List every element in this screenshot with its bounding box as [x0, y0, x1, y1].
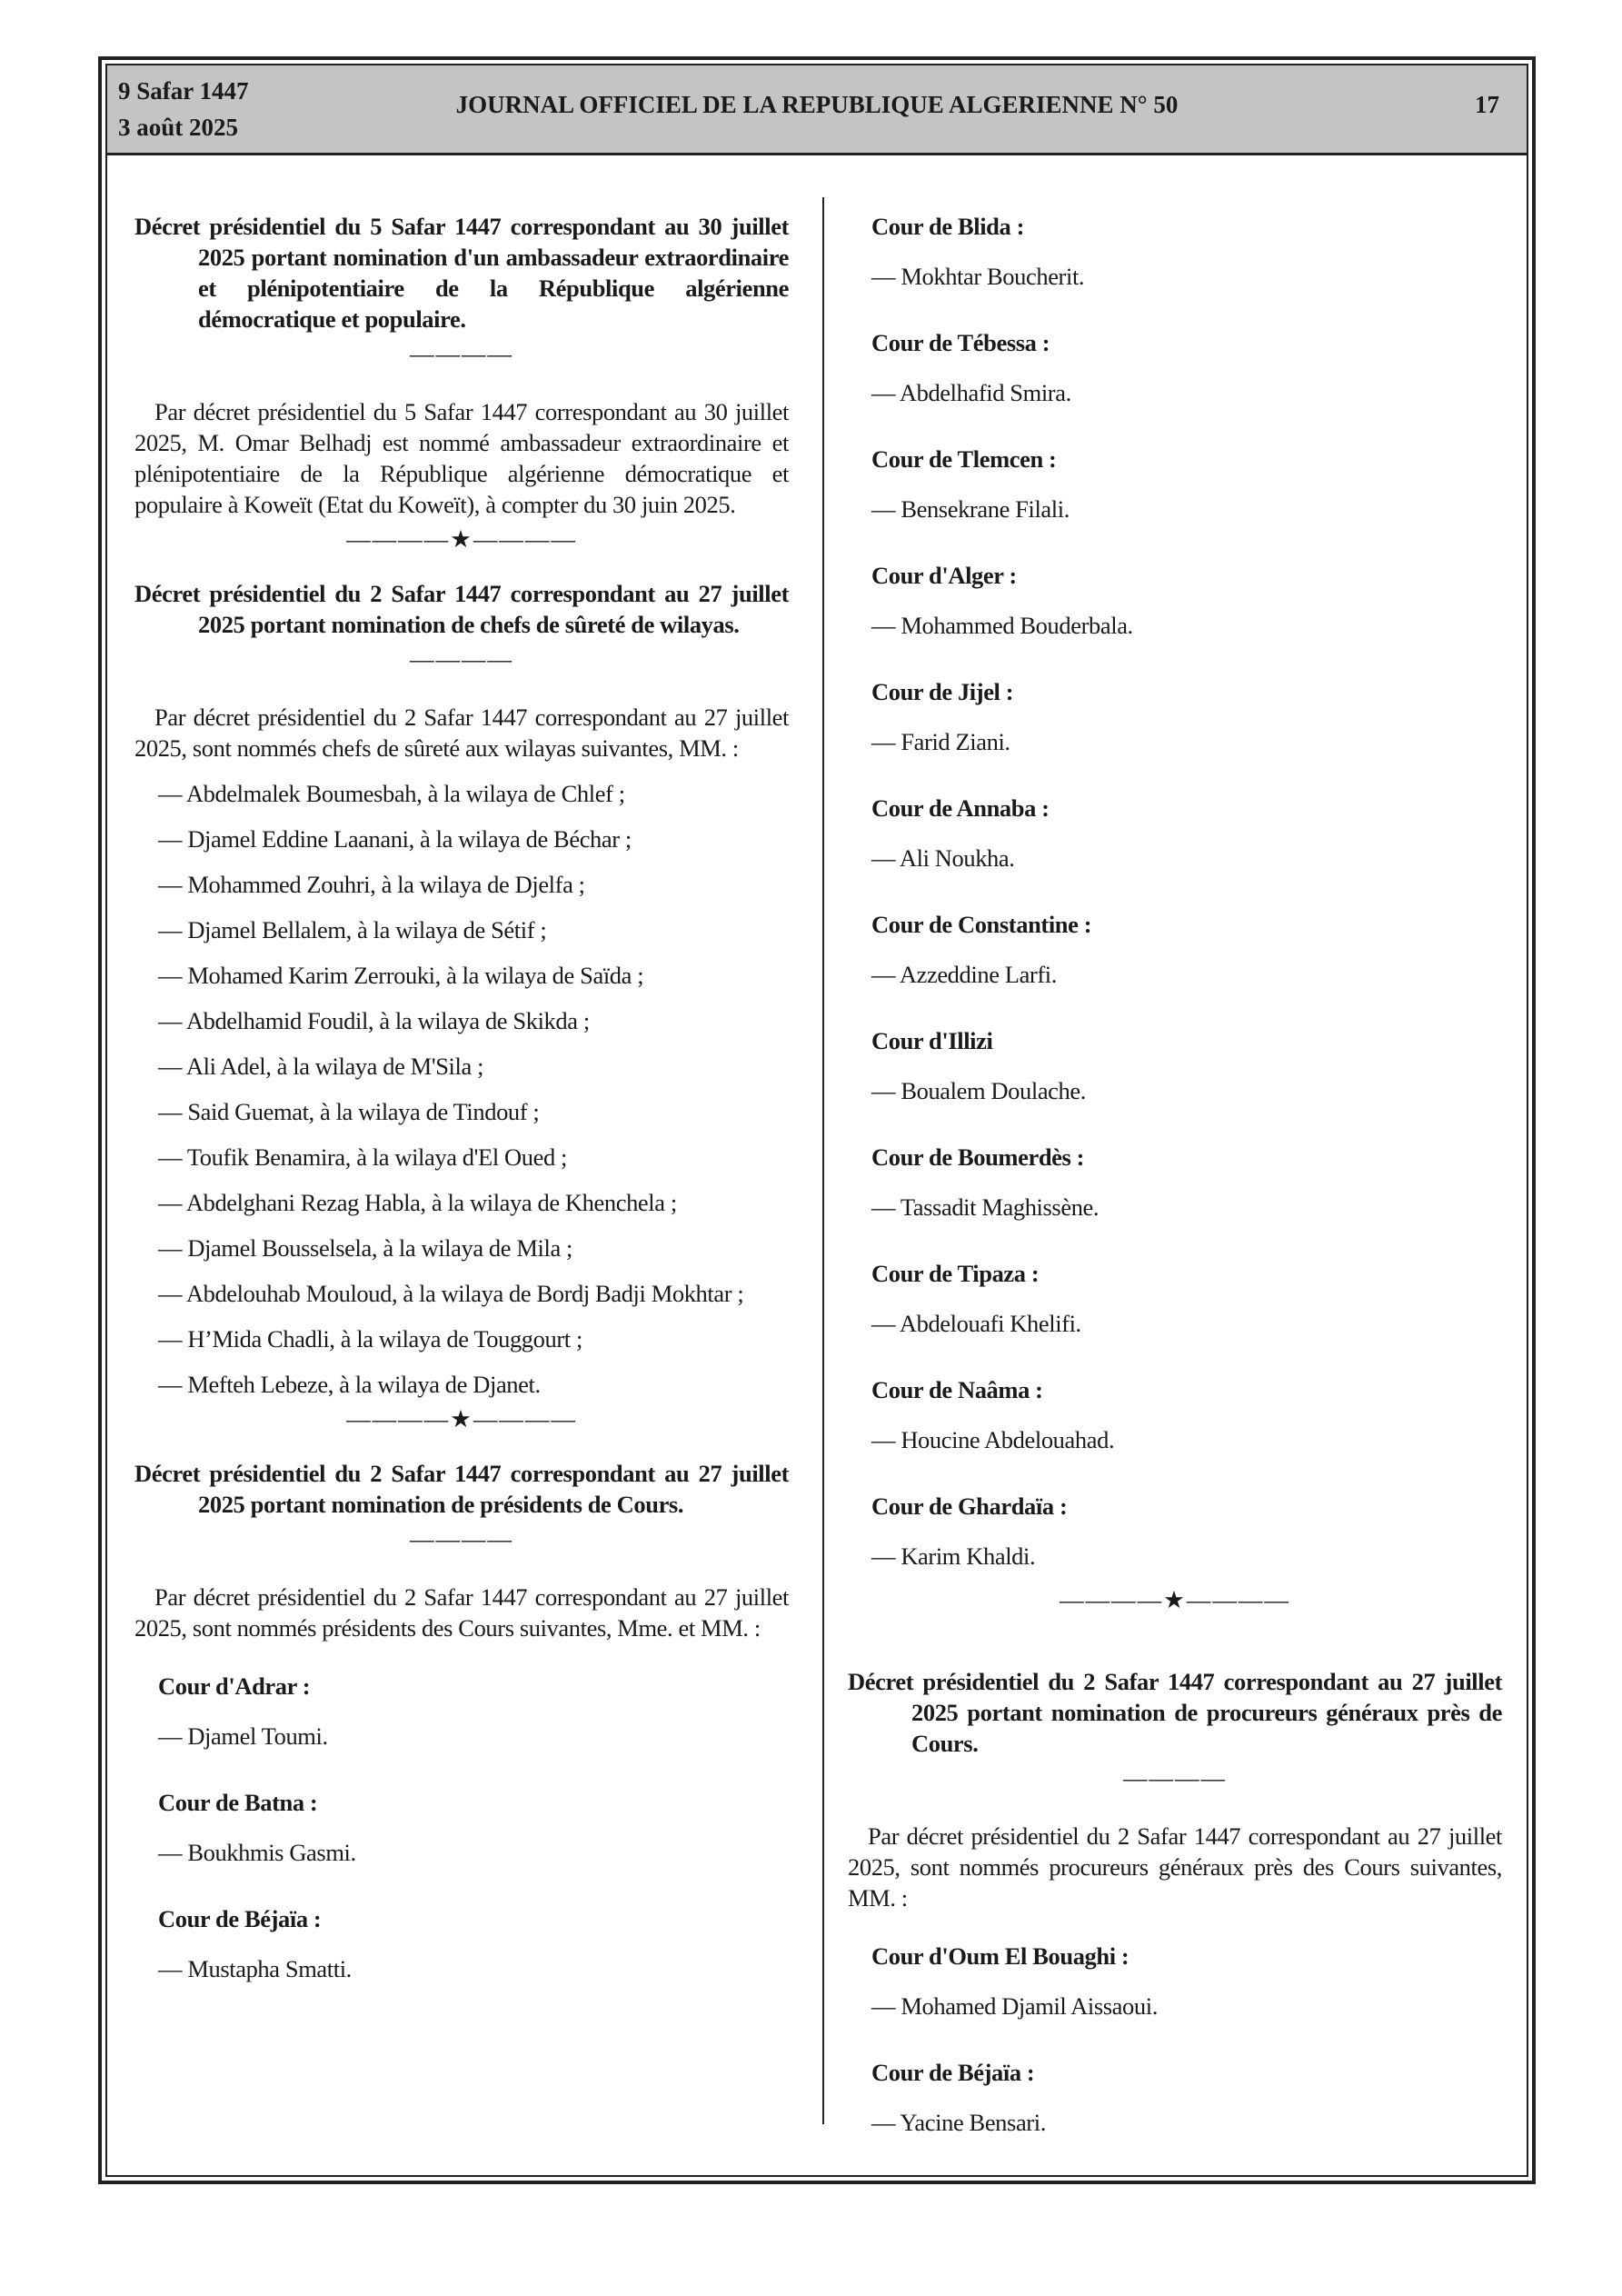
list-item: — Djamel Bousselsela, à la wilaya de Mila ;: [158, 1234, 572, 1262]
court-heading: Cour de Annaba :: [871, 794, 1050, 822]
court-appointee: — Bensekrane Filali.: [871, 495, 1070, 523]
hijri-date: 9 Safar 1447: [118, 77, 249, 105]
court-appointee: — Mohammed Bouderbala.: [871, 612, 1133, 639]
list-item: — Ali Adel, à la wilaya de M'Sila ;: [158, 1053, 484, 1080]
list-item: — Toufik Benamira, à la wilaya d'El Oued ;: [158, 1143, 567, 1171]
court-heading: Cour de Tipaza :: [871, 1260, 1040, 1287]
court-heading: Cour de Béjaïa :: [871, 2059, 1035, 2086]
star-separator: ————★————: [1060, 1586, 1290, 1613]
list-item: — Mefteh Lebeze, à la wilaya de Djanet.: [158, 1371, 541, 1398]
decree-title: Décret présidentiel du 2 Safar 1447 correspondant au 27 juillet 2025 portant nomination de procureurs généraux près de Cours.: [848, 1668, 1502, 1757]
court-heading: Cour de Ghardaïa :: [871, 1492, 1068, 1520]
decree-body: Par décret présidentiel du 5 Safar 1447 correspondant au 30 juillet 2025, M. Omar Belhadj est nommé ambassadeur extraordinaire et plénipotentiaire de la République algérienne démocratique et populaire à Koweït (Etat du Koweït), à compter du 30 juin 2025.: [134, 398, 789, 518]
court-appointee: — Mohamed Djamil Aissaoui.: [871, 1992, 1158, 2020]
decree-body: Par décret présidentiel du 2 Safar 1447 correspondant au 27 juillet 2025, sont nommés présidents des Cours suivantes, Mme. et MM. :: [134, 1583, 789, 1642]
list-item: — Djamel Eddine Laanani, à la wilaya de Béchar ;: [158, 825, 632, 853]
list-item: — Mohammed Zouhri, à la wilaya de Djelfa ;: [158, 871, 585, 898]
separator: ————: [410, 340, 513, 367]
court-heading: Cour d'Illizi: [871, 1027, 993, 1054]
separator: ————: [410, 645, 513, 673]
decree-title: Décret présidentiel du 2 Safar 1447 correspondant au 27 juillet 2025 portant nomination de présidents de Cours.: [134, 1460, 789, 1518]
list-item: — Abdelhamid Foudil, à la wilaya de Skikda ;: [158, 1007, 590, 1034]
court-appointee: — Mokhtar Boucherit.: [871, 263, 1085, 290]
court-heading: Cour de Jijel :: [871, 678, 1014, 705]
court-heading: Cour d'Alger :: [871, 562, 1017, 589]
decree-body: Par décret présidentiel du 2 Safar 1447 correspondant au 27 juillet 2025, sont nommés procureurs généraux près des Cours suivantes, MM. :: [848, 1822, 1502, 1912]
column-divider: [822, 197, 824, 2124]
court-heading: Cour d'Oum El Bouaghi :: [871, 1942, 1129, 1970]
court-heading: Cour de Constantine :: [871, 911, 1092, 938]
page-inner-frame: [105, 64, 1528, 2177]
court-heading: Cour d'Adrar :: [158, 1672, 311, 1700]
list-item: — Said Guemat, à la wilaya de Tindouf ;: [158, 1098, 540, 1125]
list-item: — Abdelouhab Mouloud, à la wilaya de Bordj Badji Mokhtar ;: [158, 1280, 744, 1307]
court-appointee: — Djamel Toumi.: [158, 1722, 328, 1750]
list-item: — Abdelmalek Boumesbah, à la wilaya de Chlef ;: [158, 780, 625, 807]
separator: ————: [1123, 1764, 1227, 1792]
list-item: — H’Mida Chadli, à la wilaya de Touggourt ;: [158, 1325, 582, 1353]
decree-title: Décret présidentiel du 2 Safar 1447 correspondant au 27 juillet 2025 portant nomination de chefs de sûreté de wilayas.: [134, 580, 789, 638]
court-appointee: — Boukhmis Gasmi.: [158, 1839, 356, 1866]
court-appointee: — Mustapha Smatti.: [158, 1955, 352, 1982]
court-heading: Cour de Boumerdès :: [871, 1143, 1085, 1171]
court-appointee: — Boualem Doulache.: [871, 1077, 1086, 1104]
court-appointee: — Abdelhafid Smira.: [871, 379, 1071, 406]
court-appointee: — Yacine Bensari.: [871, 2109, 1046, 2136]
court-appointee: — Houcine Abdelouahad.: [871, 1426, 1115, 1453]
court-appointee: — Abdelouafi Khelifi.: [871, 1310, 1081, 1337]
star-separator: ————★————: [346, 1405, 577, 1433]
page-number: 17: [1475, 91, 1499, 118]
court-heading: Cour de Naâma :: [871, 1376, 1043, 1403]
court-appointee: — Tassadit Maghissène.: [871, 1193, 1100, 1221]
right-column: [848, 211, 1502, 2173]
decree-title: Décret présidentiel du 5 Safar 1447 correspondant au 30 juillet 2025 portant nomination d'un ambassadeur extraordinaire et plénipotentiaire de la République algérienne démocratique et populaire.: [134, 213, 789, 333]
court-heading: Cour de Tébessa :: [871, 329, 1050, 356]
court-appointee: — Ali Noukha.: [871, 844, 1015, 872]
gregorian-date: 3 août 2025: [118, 114, 239, 141]
decree-body: Par décret présidentiel du 2 Safar 1447 correspondant au 27 juillet 2025, sont nommés chefs de sûreté aux wilayas suivantes, MM. :: [134, 704, 789, 762]
list-item: — Abdelghani Rezag Habla, à la wilaya de Khenchela ;: [158, 1189, 677, 1216]
court-heading: Cour de Blida :: [871, 213, 1024, 240]
journal-header: [107, 65, 1527, 155]
journal-title: JOURNAL OFFICIEL DE LA REPUBLIQUE ALGERIENNE N° 50: [455, 91, 1179, 118]
court-appointee: — Farid Ziani.: [871, 728, 1010, 755]
court-heading: Cour de Tlemcen :: [871, 445, 1057, 473]
list-item: — Djamel Bellalem, à la wilaya de Sétif ;: [158, 916, 547, 943]
court-heading: Cour de Batna :: [158, 1789, 318, 1816]
page-frame: [98, 56, 1536, 2184]
court-appointee: — Karim Khaldi.: [871, 1542, 1036, 1570]
court-heading: Cour de Béjaïa :: [158, 1905, 322, 1932]
separator: ————: [410, 1525, 513, 1552]
star-separator: ————★————: [346, 525, 577, 553]
list-item: — Mohamed Karim Zerrouki, à la wilaya de Saïda ;: [158, 962, 644, 989]
left-column: [134, 211, 789, 2020]
court-appointee: — Azzeddine Larfi.: [871, 961, 1057, 988]
